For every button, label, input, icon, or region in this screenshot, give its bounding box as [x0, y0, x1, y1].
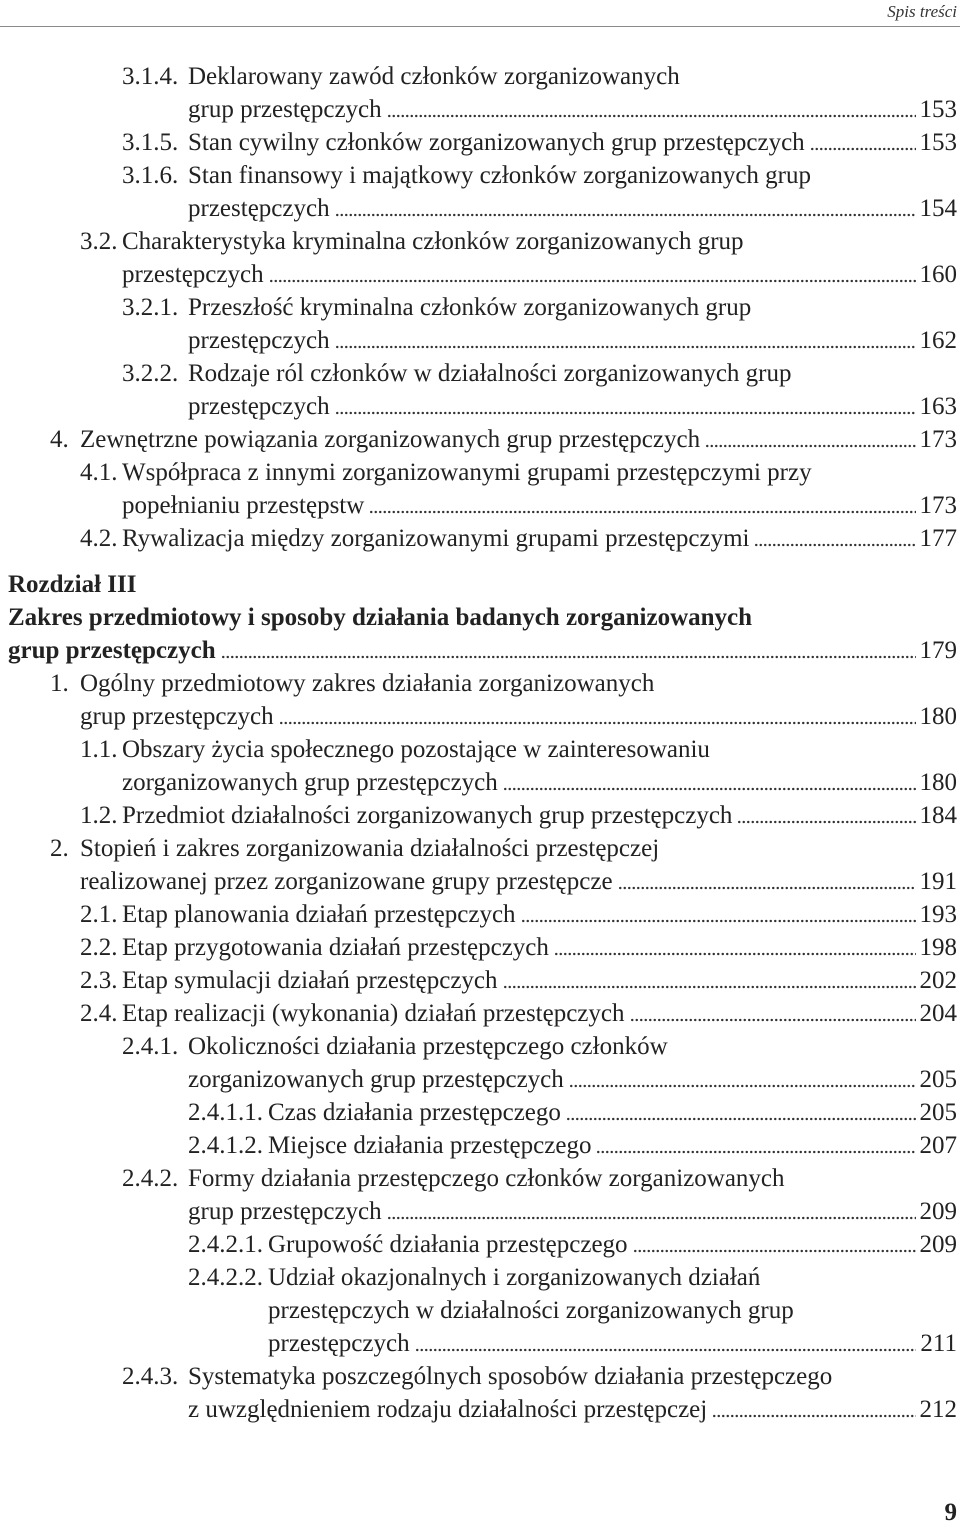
toc-entry-title: Obszary życia społecznego pozostające w zainteresowaniu — [122, 736, 710, 763]
chapter-title: Zakres przedmiotowy i sposoby działania badanych zorganizowanych — [8, 604, 753, 631]
toc-entry — [0, 126, 957, 159]
dot-leader — [596, 1129, 915, 1162]
toc-entry-number: 2.4.2. — [122, 1165, 179, 1192]
toc-entry-number: 4. — [50, 426, 69, 453]
toc-entry-line — [0, 1261, 957, 1294]
toc-entry-number: 3.2.2. — [122, 360, 179, 387]
toc-entry-line — [0, 799, 957, 832]
toc-entry-line — [0, 997, 957, 1030]
toc-entry — [0, 997, 957, 1030]
toc-page-number: 180 — [919, 703, 957, 730]
toc-entry-number: 3.1.5. — [122, 129, 179, 156]
toc-entry-title: Charakterystyka kryminalna członków zorganizowanych grup — [122, 228, 744, 255]
toc-entry-title: Przeszłość kryminalna członków zorganizowanych grup — [188, 294, 752, 321]
toc-entry-title: przestępczych — [188, 195, 330, 222]
toc-entry-title: Przedmiot działalności zorganizowanych grup przestępczych — [122, 802, 733, 829]
toc-page-number: 207 — [919, 1132, 957, 1159]
toc-entry-number: 1.1. — [80, 736, 118, 763]
toc-entry — [0, 60, 957, 126]
toc-entry-line — [0, 258, 957, 291]
toc-entry-line — [0, 192, 957, 225]
toc-entry-title: Etap przygotowania działań przestępczych — [122, 934, 549, 961]
toc-entry-line — [0, 1195, 957, 1228]
toc-entry-title: grup przestępczych — [188, 96, 382, 123]
toc-entry-title: Zewnętrzne powiązania zorganizowanych grup przestępczych — [80, 426, 701, 453]
toc-entry — [0, 225, 957, 291]
toc-entry — [0, 522, 957, 555]
toc-entry — [0, 1360, 957, 1426]
toc-page-number: 153 — [919, 129, 957, 156]
toc-entry-number: 1.2. — [80, 802, 118, 829]
chapter-heading — [0, 568, 957, 667]
dot-leader — [335, 324, 916, 357]
toc-entry-line — [0, 1096, 957, 1129]
toc-entry — [0, 931, 957, 964]
toc-entry-title: z uwzględnieniem rodzaju działalności przestępczej — [188, 1396, 708, 1423]
toc-entry-line — [0, 1327, 957, 1360]
toc-entry-number: 2.3. — [80, 967, 118, 994]
toc-entry — [0, 799, 957, 832]
toc-page-number: 179 — [919, 637, 957, 664]
toc-entry-title: Etap symulacji działań przestępczych — [122, 967, 498, 994]
toc-entry — [0, 964, 957, 997]
toc-entry-line — [0, 766, 957, 799]
dot-leader — [618, 865, 916, 898]
dot-leader — [705, 423, 915, 456]
dot-leader — [521, 898, 916, 931]
dot-leader — [554, 931, 916, 964]
chapter-title-line — [0, 634, 957, 667]
dot-leader — [221, 634, 916, 667]
toc-entry-number: 4.2. — [80, 525, 118, 552]
dot-leader — [369, 489, 915, 522]
toc-entry-line — [0, 357, 957, 390]
toc-entry-title: Etap realizacji (wykonania) działań przestępczych — [122, 1000, 625, 1027]
toc-page-number: 193 — [919, 901, 957, 928]
toc-entry-title: Etap planowania działań przestępczych — [122, 901, 516, 928]
toc-entry-line — [0, 1360, 957, 1393]
toc-entry-line — [0, 733, 957, 766]
chapter-label: Rozdział III — [8, 571, 137, 598]
toc-entry-line — [0, 667, 957, 700]
toc-page-number: 180 — [919, 769, 957, 796]
toc-entry — [0, 456, 957, 522]
dot-leader — [503, 964, 916, 997]
toc-page-number: 209 — [919, 1231, 957, 1258]
dot-leader — [633, 1228, 916, 1261]
toc-entry-line — [0, 522, 957, 555]
dot-leader — [712, 1393, 915, 1426]
toc-entry — [0, 423, 957, 456]
toc-entry-number: 1. — [50, 670, 69, 697]
toc-entry-title: Udział okazjonalnych i zorganizowanych działań — [268, 1264, 761, 1291]
toc-entry — [0, 1096, 957, 1129]
toc-page-number: 173 — [919, 426, 957, 453]
chapter-label-line — [0, 568, 957, 601]
dot-leader — [387, 93, 916, 126]
toc-entry-line — [0, 1393, 957, 1426]
toc-entry-title: realizowanej przez zorganizowane grupy przestępcze — [80, 868, 613, 895]
toc-entry — [0, 1129, 957, 1162]
toc-entry-line — [0, 93, 957, 126]
toc-page-number: 212 — [919, 1396, 957, 1423]
toc-entry-title: Deklarowany zawód członków zorganizowanych — [188, 63, 680, 90]
toc-entry-line — [0, 865, 957, 898]
toc-entry-line — [0, 1162, 957, 1195]
toc-entry-line — [0, 1030, 957, 1063]
toc-entry-number: 3.2. — [80, 228, 118, 255]
toc-entry — [0, 291, 957, 357]
toc-entry-line — [0, 456, 957, 489]
toc-entry-number: 2.4.1.1. — [188, 1099, 263, 1126]
toc-entry-line — [0, 931, 957, 964]
running-head: Spis treści — [887, 2, 957, 21]
toc-page-number: 184 — [919, 802, 957, 829]
toc-entry — [0, 832, 957, 898]
toc-entry — [0, 159, 957, 225]
toc-entry-number: 2. — [50, 835, 69, 862]
toc-entry-line — [0, 390, 957, 423]
toc-page-number: 209 — [919, 1198, 957, 1225]
toc-entry-line — [0, 60, 957, 93]
toc-entry-title: Grupowość działania przestępczego — [268, 1231, 628, 1258]
toc-page-number: 205 — [919, 1066, 957, 1093]
dot-leader — [387, 1195, 916, 1228]
toc-entry-number: 2.1. — [80, 901, 118, 928]
toc-entry-number: 2.4. — [80, 1000, 118, 1027]
toc-page-number: 154 — [919, 195, 957, 222]
toc-entry-title: zorganizowanych grup przestępczych — [188, 1066, 564, 1093]
dot-leader — [503, 766, 916, 799]
table-of-contents — [0, 60, 957, 1426]
folio-page-number: 9 — [944, 1499, 957, 1526]
toc-page-number: 173 — [919, 492, 957, 519]
toc-entry-title: Okoliczności działania przestępczego członków — [188, 1033, 668, 1060]
dot-leader — [335, 390, 916, 423]
toc-entry-title: Stan cywilny członków zorganizowanych grup przestępczych — [188, 129, 805, 156]
toc-entry — [0, 898, 957, 931]
dot-leader — [269, 258, 916, 291]
toc-entry-title: Współpraca z innymi zorganizowanymi grupami przestępczymi przy — [122, 459, 812, 486]
toc-entry-title: Stopień i zakres zorganizowania działalności przestępczej — [80, 835, 660, 862]
toc-entry-number: 4.1. — [80, 459, 118, 486]
toc-entry-line — [0, 832, 957, 865]
toc-entry-title: grup przestępczych — [188, 1198, 382, 1225]
toc-entry-line — [0, 1294, 957, 1327]
dot-leader — [810, 126, 916, 159]
toc-page-number: 205 — [919, 1099, 957, 1126]
toc-entry — [0, 1030, 957, 1096]
chapter-title-line — [0, 601, 957, 634]
header-rule — [0, 26, 960, 27]
dot-leader — [335, 192, 916, 225]
dot-leader — [415, 1327, 917, 1360]
toc-entry-number: 3.2.1. — [122, 294, 179, 321]
toc-entry-title: Systematyka poszczególnych sposobów działania przestępczego — [188, 1363, 833, 1390]
toc-entry-title: Ogólny przedmiotowy zakres działania zorganizowanych — [80, 670, 655, 697]
toc-entry-line — [0, 1228, 957, 1261]
toc-page-number: 177 — [919, 525, 957, 552]
toc-entry-title: zorganizowanych grup przestępczych — [122, 769, 498, 796]
toc-entry-title: Rodzaje ról członków w działalności zorganizowanych grup — [188, 360, 792, 387]
toc-page-number: 211 — [920, 1330, 957, 1357]
chapter-section — [0, 568, 957, 1426]
toc-entry-line — [0, 1063, 957, 1096]
dot-leader — [737, 799, 915, 832]
toc-entry-number: 2.4.2.2. — [188, 1264, 263, 1291]
toc-entry-number: 2.4.1.2. — [188, 1132, 263, 1159]
toc-page-number: 198 — [919, 934, 957, 961]
toc-entry-line — [0, 1129, 957, 1162]
toc-entry — [0, 667, 957, 733]
toc-entry-title: grup przestępczych — [80, 703, 274, 730]
toc-page-number: 162 — [919, 327, 957, 354]
dot-leader — [566, 1096, 916, 1129]
dot-leader — [569, 1063, 916, 1096]
toc-page-number: 153 — [919, 96, 957, 123]
toc-page-number: 163 — [919, 393, 957, 420]
toc-entry-line — [0, 159, 957, 192]
toc-entry-line — [0, 700, 957, 733]
toc-entry-title: Czas działania przestępczego — [268, 1099, 561, 1126]
toc-entry-line — [0, 291, 957, 324]
toc-entry-title: Stan finansowy i majątkowy członków zorganizowanych grup — [188, 162, 811, 189]
toc-page-number: 191 — [919, 868, 957, 895]
toc-entry — [0, 1261, 957, 1360]
toc-entry — [0, 733, 957, 799]
toc-page-number: 202 — [919, 967, 957, 994]
toc-entry-line — [0, 324, 957, 357]
chapter-title: grup przestępczych — [8, 637, 216, 664]
toc-entry-title: Formy działania przestępczego członków zorganizowanych — [188, 1165, 785, 1192]
toc-entry-line — [0, 126, 957, 159]
dot-leader — [279, 700, 916, 733]
toc-entry-number: 2.4.3. — [122, 1363, 179, 1390]
dot-leader — [630, 997, 916, 1030]
toc-entry-title: przestępczych — [188, 393, 330, 420]
toc-entry-line — [0, 423, 957, 456]
toc-entry-title: przestępczych — [188, 327, 330, 354]
toc-entry-number: 2.4.2.1. — [188, 1231, 263, 1258]
toc-entry — [0, 357, 957, 423]
toc-entry-line — [0, 898, 957, 931]
toc-entry-title: Rywalizacja między zorganizowanymi grupami przestępczymi — [122, 525, 750, 552]
toc-entry-title: popełnianiu przestępstw — [122, 492, 365, 519]
toc-entry — [0, 1162, 957, 1228]
toc-entry-number: 3.1.4. — [122, 63, 179, 90]
toc-entry-line — [0, 489, 957, 522]
dot-leader — [754, 522, 915, 555]
toc-entry-title: przestępczych w działalności zorganizowanych grup — [268, 1297, 794, 1324]
toc-entry-line — [0, 964, 957, 997]
toc-entry — [0, 1228, 957, 1261]
toc-entry-number: 2.2. — [80, 934, 118, 961]
toc-entry-number: 3.1.6. — [122, 162, 179, 189]
toc-page-number: 160 — [919, 261, 957, 288]
toc-entry-title: przestępczych — [122, 261, 264, 288]
toc-page-number: 204 — [919, 1000, 957, 1027]
toc-entry-title: przestępczych — [268, 1330, 410, 1357]
toc-entry-line — [0, 225, 957, 258]
toc-entry-title: Miejsce działania przestępczego — [268, 1132, 592, 1159]
toc-entry-number: 2.4.1. — [122, 1033, 179, 1060]
